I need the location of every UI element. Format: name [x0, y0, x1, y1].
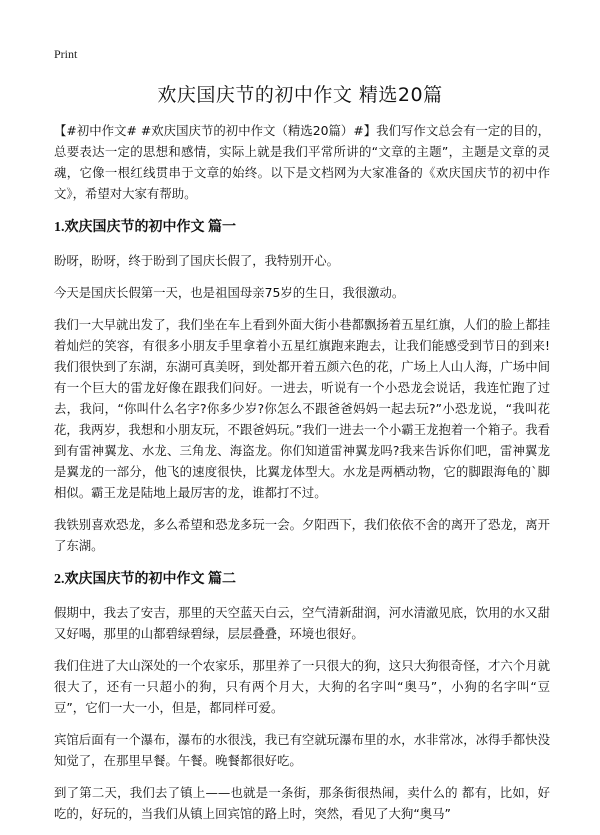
page-title: 欢庆国庆节的初中作文 精选20篇: [157, 84, 443, 106]
section-1: [54, 218, 550, 556]
paragraph: 盼呀，盼呀，终于盼到了国庆长假了，我特别开心。: [54, 253, 339, 268]
paragraph: 假期中，我去了安吉，那里的天空蓝天白云，空气清新甜润，河水清澈见底，饮用的水又甜又好喝，那里的山都碧绿碧绿，层层叠叠，环境也很好。: [54, 605, 550, 641]
section-2: [54, 570, 550, 824]
paragraph: 宾馆后面有一个瀑布，瀑布的水很浅，我已有空就玩瀑布里的水，水非常冰，冰得手都快没知觉了，在那里早餐。午餐。晚餐都很好吃。: [54, 732, 550, 768]
paragraph: 我们住进了大山深处的一个农家乐，那里养了一只很大的狗，这只大狗很奇怪，才六个月就很大了，还有一只超小的狗，只有两个月大，大狗的名字叫“奥马”，小狗的名字叫“豆豆”，它们一大一小，但是，都同样可爱。: [54, 658, 550, 715]
section-heading: 1.欢庆国庆节的初中作文 篇一: [54, 220, 236, 235]
paragraph: 我铁别喜欢恐龙，多么希望和恐龙多玩一会。夕阳西下，我们依依不舍的离开了恐龙，离开了东湖。: [54, 517, 550, 553]
paragraph: 到了第二天，我们去了镇上——也就是一条街，那条街很热闹，卖什么的 都有，比如，好吃的，好玩的，当我们从镇上回宾馆的路上时，突然，看见了大狗“奥马”: [54, 785, 550, 821]
intro-paragraph: 【#初中作文# #欢庆国庆节的初中作文（精选20篇）#】我们写作文总会有一定的目的，总要表达一定的思想和感情，实际上就是我们平常所讲的“文章的主题”，主题是文章的灵魂，它像一根红线贯串于文章的始终。以下是文档网为大家准备的《欢庆国庆节的初中作文》，希望对大家有帮助。: [54, 123, 550, 201]
print-label: Print: [54, 47, 78, 61]
paragraph: 今天是国庆长假第一天，也是祖国母亲75岁的生日，我很激动。: [54, 285, 405, 300]
article-body: [54, 120, 550, 835]
paragraph: 我们一大早就出发了，我们坐在车上看到外面大街小巷都飘扬着五星红旗，人们的脸上都挂着灿烂的笑容，有很多小朋友手里拿着小五星红旗跑来跑去，让我们能感受到节日的到来!我们很快到了东湖，东湖可真美呀，到处都开着五颜六色的花，广场上人山人海，广场中间有一个巨大的雷龙好像在跟我们问好。一进去，听说有一个小恐龙会说话，我连忙跑了过去，我问，“你叫什么名字?你多少岁?你怎么不跟爸爸妈妈一起去玩?”小恐龙说，“我叫花花，我两岁，我想和小朋友玩，不跟爸妈玩。”我们一进去一个小霸王龙抱着一个箱子。我看到有雷神翼龙、水龙、三角龙、海盗龙。你们知道雷神翼龙吗?我来告诉你们吧，雷神翼龙是翼龙的一部分，他飞的速度很快，比翼龙体型大。水龙是两栖动物，它的脚跟海龟的`脚相似。霸王龙是陆地上最厉害的龙，谁都打不过。: [54, 317, 550, 500]
section-heading: 2.欢庆国庆节的初中作文 篇二: [54, 572, 236, 587]
